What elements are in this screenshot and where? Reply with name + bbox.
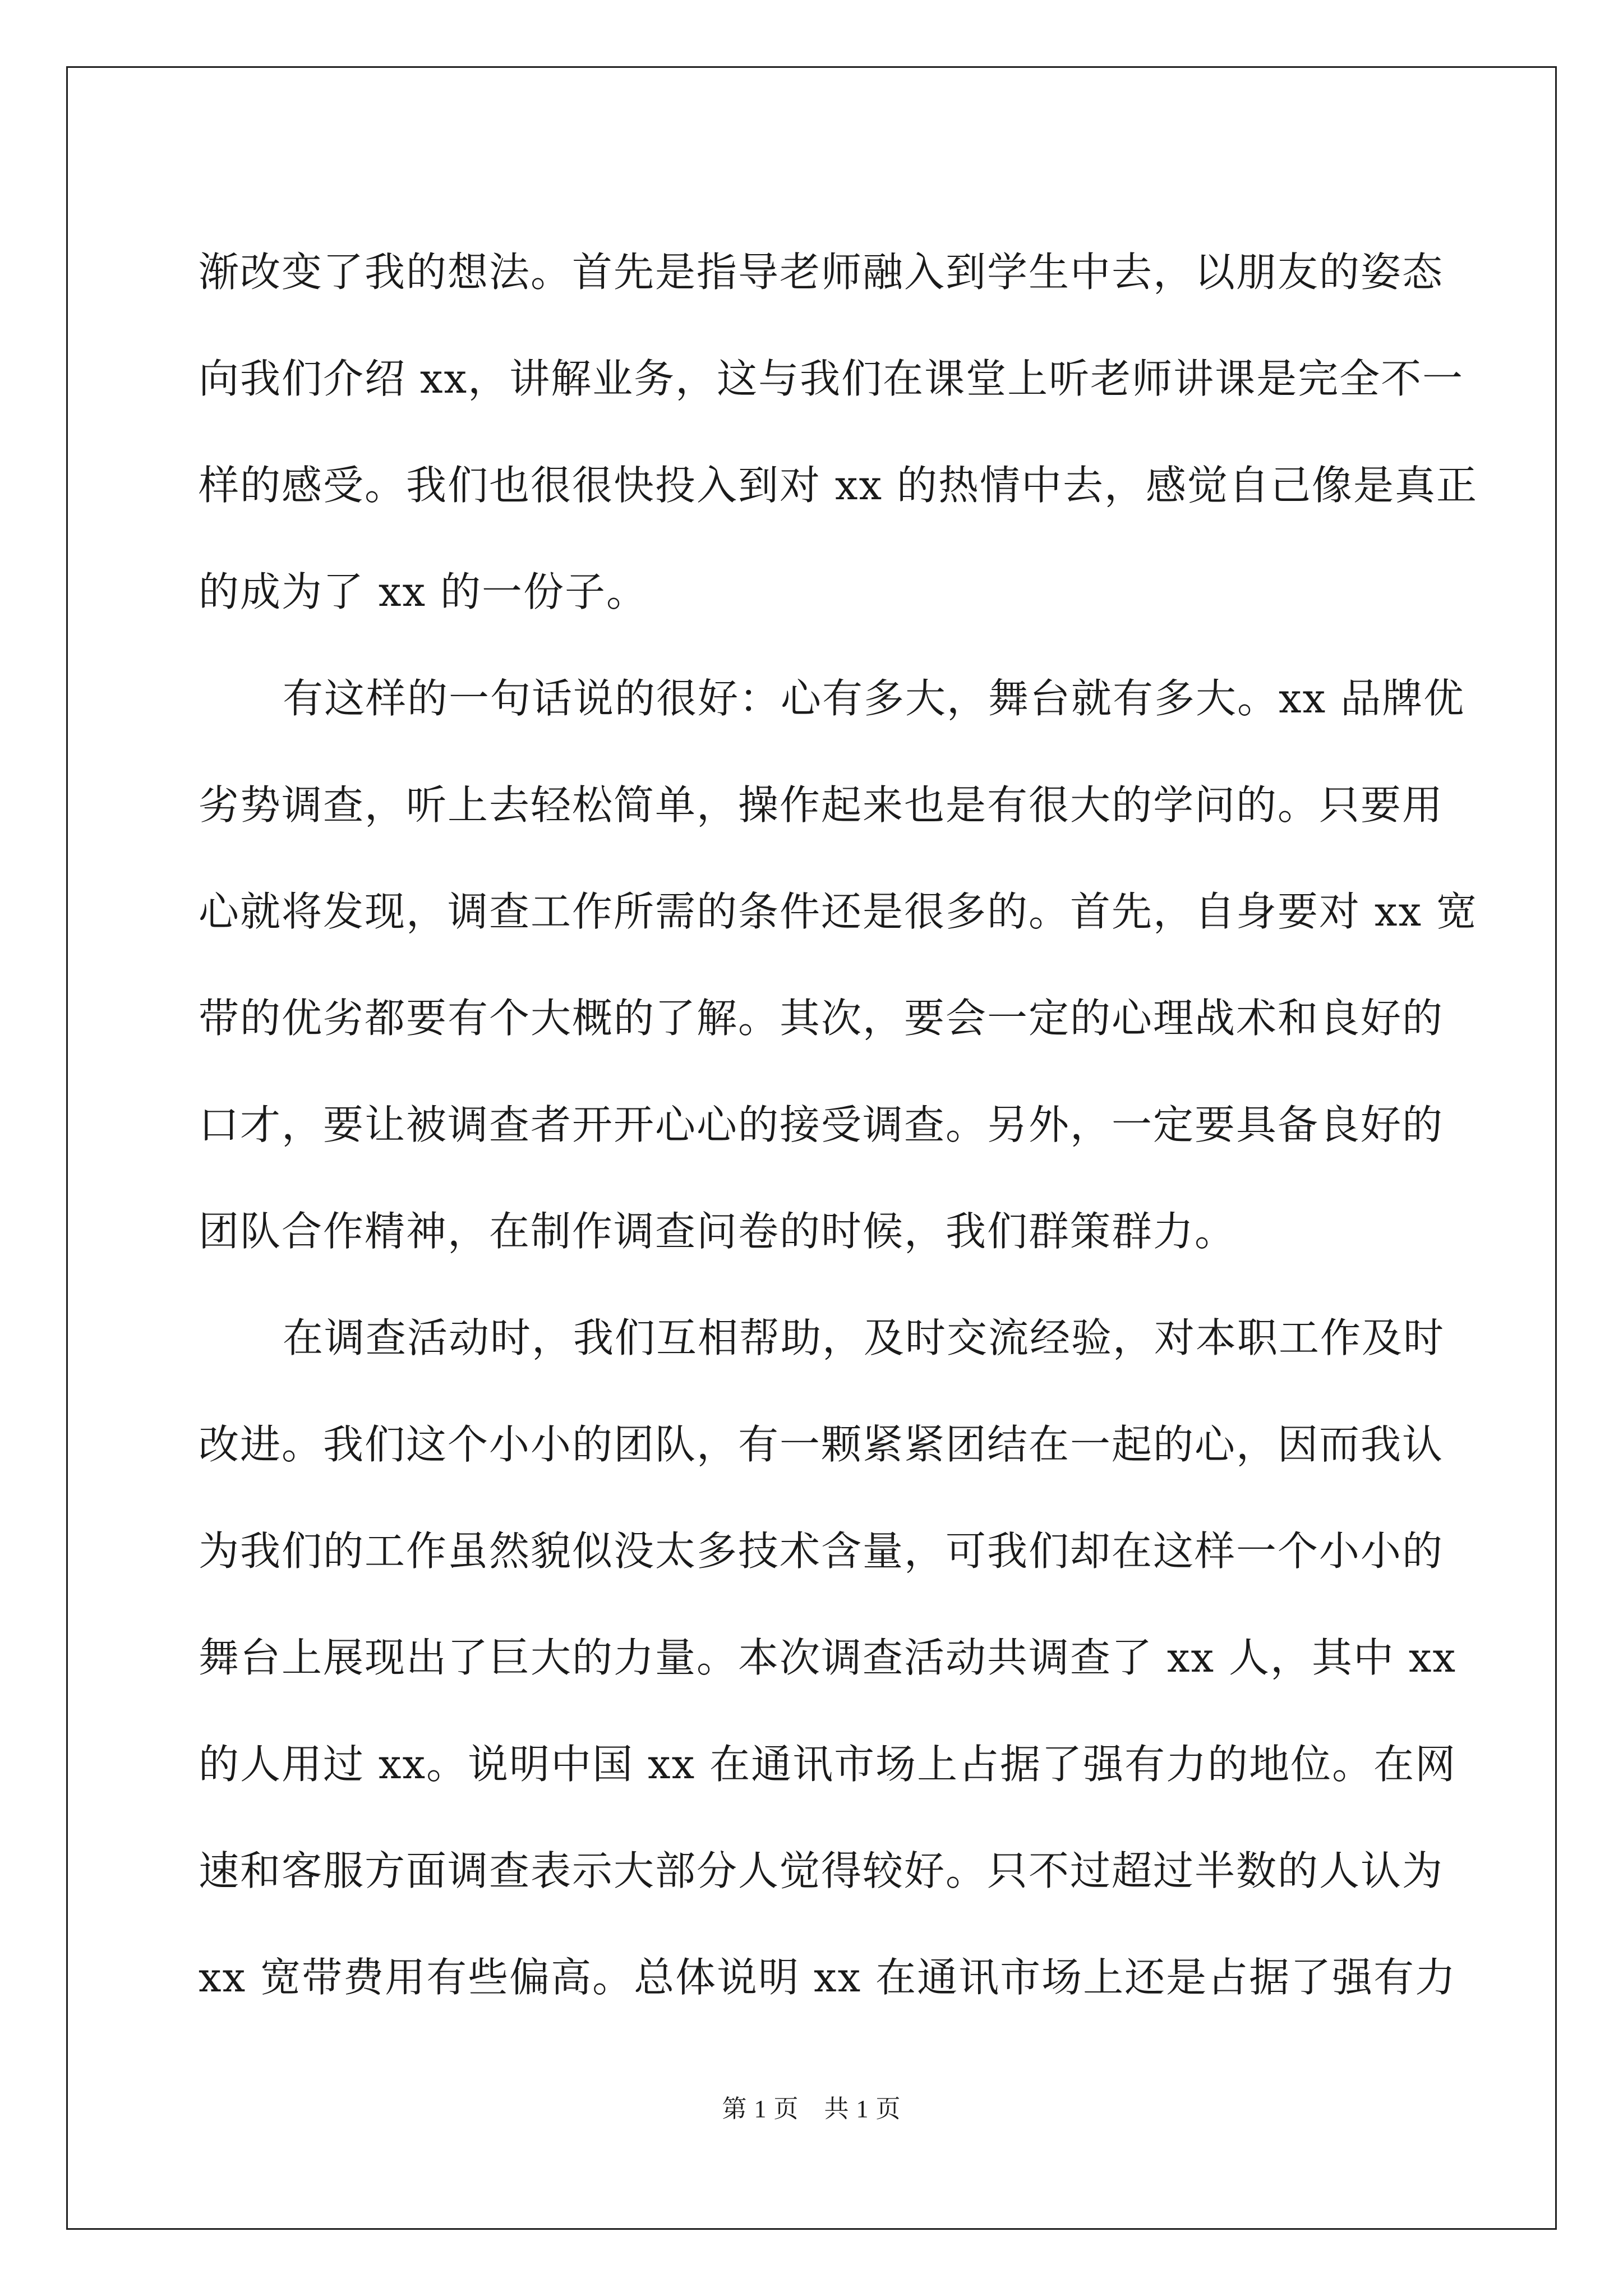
text-line: 劣势调查，听上去轻松简单，操作起来也是有很大的学问的。只要用 xyxy=(199,781,1444,829)
text-line: 改进。我们这个小小的团队，有一颗紧紧团结在一起的心，因而我认 xyxy=(199,1421,1444,1468)
paragraph xyxy=(199,1285,1457,2031)
text-line: 为我们的工作虽然貌似没太多技术含量，可我们却在这样一个小小的 xyxy=(199,1527,1444,1575)
document-body xyxy=(199,219,1478,2031)
text-line: 渐改变了我的想法。首先是指导老师融入到学生中去，以朋友的姿态 xyxy=(199,249,1444,296)
text-line: 向我们介绍 xx，讲解业务，这与我们在课堂上听老师讲课是完全不一 xyxy=(199,355,1464,402)
text-line: 样的感受。我们也很很快投入到对 xx 的热情中去，感觉自己像是真正 xyxy=(199,462,1478,509)
text-line: 带的优劣都要有个大概的了解。其次，要会一定的心理战术和良好的 xyxy=(199,995,1444,1042)
text-line: 有这样的一句话说的很好：心有多大，舞台就有多大。xx 品牌优 xyxy=(283,675,1465,722)
page-number-label: 第 1 页 共 1 页 xyxy=(722,2095,901,2123)
text-line: xx 宽带费用有些偏高。总体说明 xx 在通讯市场上还是占据了强有力 xyxy=(199,1954,1457,2001)
text-line: 心就将发现，调查工作所需的条件还是很多的。首先，自身要对 xx 宽 xyxy=(199,888,1478,935)
paragraph xyxy=(199,219,1478,645)
text-line: 团队合作精神，在制作调查问卷的时候，我们群策群力。 xyxy=(199,1208,1237,1255)
text-line: 口才，要让被调查者开开心心的接受调查。另外，一定要具备良好的 xyxy=(199,1101,1444,1148)
paragraph xyxy=(199,645,1478,1285)
page-footer xyxy=(0,2088,1623,2124)
text-line: 在调查活动时，我们互相帮助，及时交流经验，对本职工作及时 xyxy=(283,1314,1445,1361)
text-line: 的人用过 xx。说明中国 xx 在通讯市场上占据了强有力的地位。在网 xyxy=(199,1741,1457,1788)
text-line: 速和客服方面调查表示大部分人觉得较好。只不过超过半数的人认为 xyxy=(199,1847,1444,1894)
text-line: 的成为了 xx 的一份子。 xyxy=(199,568,648,615)
text-line: 舞台上展现出了巨大的力量。本次调查活动共调查了 xx 人，其中 xx xyxy=(199,1634,1457,1681)
